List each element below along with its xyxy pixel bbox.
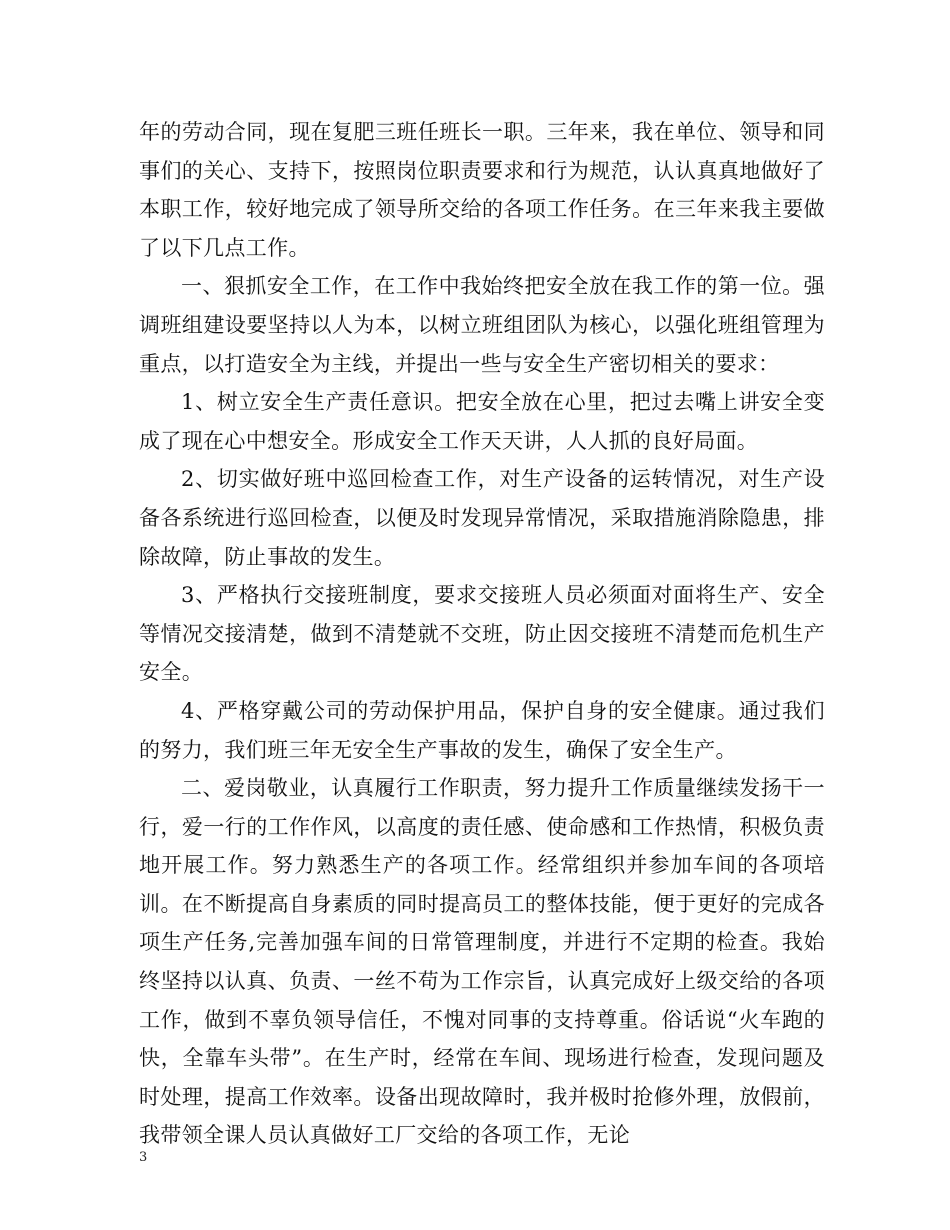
paragraph-2: 一、狠抓安全工作，在工作中我始终把安全放在我工作的第一位。强调班组建设要坚持以人为本，以树立班组团队为核心，以强化班组管理为重点，以打造安全为主线，并提出一些与安全生产密切相关的要求： bbox=[139, 274, 825, 376]
page-number: 3 bbox=[139, 1150, 148, 1165]
paragraph-6: 4、严格穿戴公司的劳动保护用品，保护自身的安全健康。通过我们的努力，我们班三年无安全生产事故的发生，确保了安全生产。 bbox=[139, 698, 825, 762]
document-body bbox=[139, 113, 825, 1155]
paragraph-5: 3、严格执行交接班制度，要求交接班人员必须面对面将生产、安全等情况交接清楚，做到不清楚就不交班，防止因交接班不清楚而危机生产安全。 bbox=[139, 583, 825, 685]
paragraph-1: 年的劳动合同，现在复肥三班任班长一职。三年来，我在单位、领导和同事们的关心、支持下，按照岗位职责要求和行为规范，认认真真地做好了本职工作，较好地完成了领导所交给的各项工作任务。在三年来我主要做了以下几点工作。 bbox=[139, 120, 825, 260]
paragraph-7: 二、爱岗敬业，认真履行工作职责，努力提升工作质量继续发扬干一行，爱一行的工作作风，以高度的责任感、使命感和工作热情，积极负责地开展工作。努力熟悉生产的各项工作。经常组织并参加车间的各项培训。在不断提高自身素质的同时提高员工的整体技能，便于更好的完成各项生产任务,完善加强车间的日常管理制度，并进行不定期的检查。我始终坚持以认真、负责、一丝不苟为工作宗旨，认真完成好上级交给的各项工作，做到不辜负领导信任，不愧对同事的支持尊重。俗话说“火车跑的快，全靠车头带”。在生产时，经常在车间、现场进行检查，发现问题及时处理，提高工作效率。设备出现故障时，我并极时抢修外理，放假前，我带领全课人员认真做好工厂交给的各项工作，无论 bbox=[139, 776, 825, 1148]
paragraph-4: 2、切实做好班中巡回检查工作，对生产设备的运转情况，对生产设备各系统进行巡回检查，以便及时发现异常情况，采取措施消除隐患，排除故障，防止事故的发生。 bbox=[139, 467, 825, 569]
paragraph-3: 1、树立安全生产责任意识。把安全放在心里，把过去嘴上讲安全变成了现在心中想安全。形成安全工作天天讲，人人抓的良好局面。 bbox=[139, 390, 825, 453]
